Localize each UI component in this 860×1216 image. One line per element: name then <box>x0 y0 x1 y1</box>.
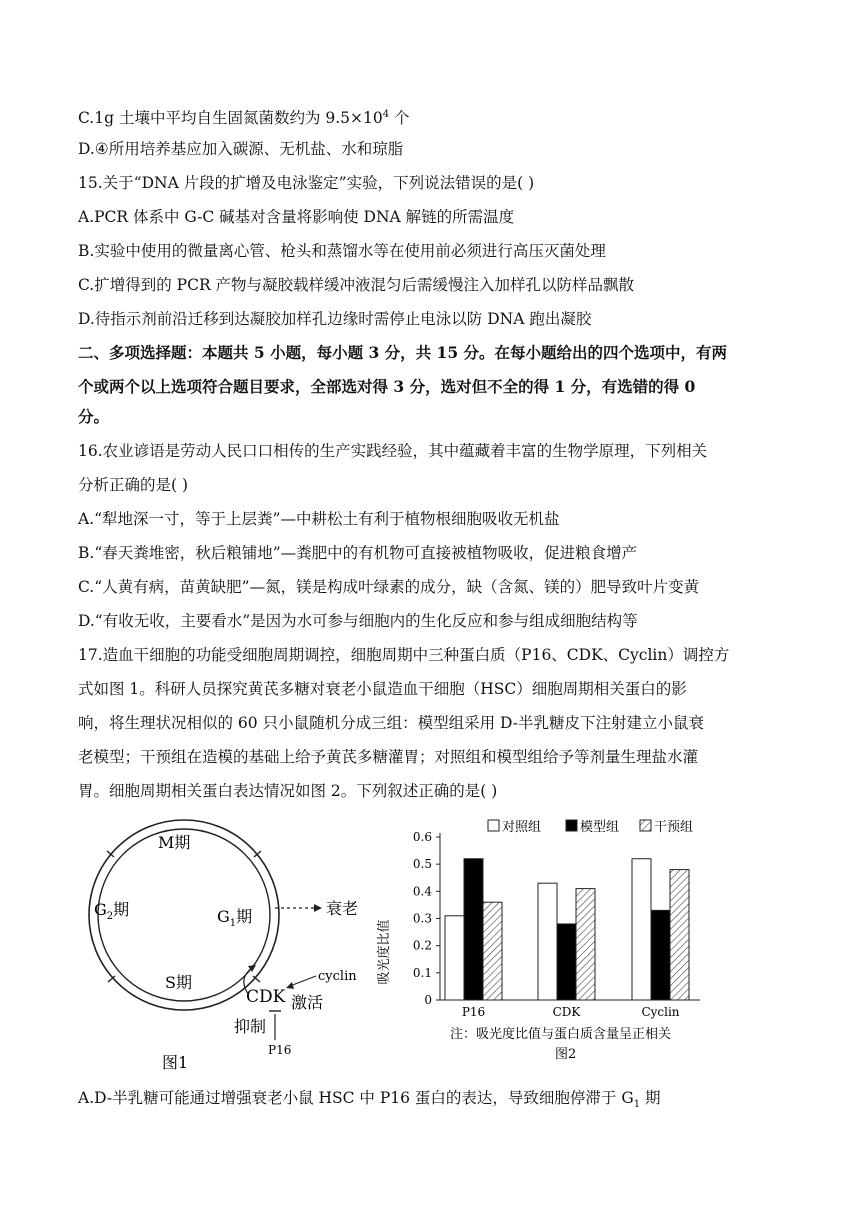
x-category-label: CDK <box>552 1005 581 1019</box>
bar-cdk-1 <box>557 924 576 1000</box>
y-tick-label: 0.6 <box>412 830 432 844</box>
bar-p16-0 <box>445 916 464 1000</box>
y-tick-label: 0.5 <box>412 857 432 872</box>
text-line: 老模型；干预组在造模的基础上给予黄芪多糖灌胃；对照组和模型组给予等剂量生理盐水灌 <box>78 748 699 766</box>
text-line: 个或两个以上选项符合题目要求，全部选对得 3 分，选对但不全的得 1 分，有选错的得 0 <box>78 377 696 396</box>
figure-1-caption: 图1 <box>162 1053 189 1072</box>
arrow-head <box>286 982 294 989</box>
y-tick-label: 0.4 <box>412 884 432 899</box>
cyclin-label: cyclin <box>318 969 357 984</box>
activate-label: 激活 <box>291 993 324 1012</box>
text-line: 胃。细胞周期相关蛋白表达情况如图 2。下列叙述正确的是( ) <box>78 782 498 800</box>
y-tick-label: 0.1 <box>412 965 432 980</box>
text-line: 式如图 1。科研人员探究黄芪多糖对衰老小鼠造血干细胞（HSC）细胞周期相关蛋白的影 <box>78 680 687 698</box>
y-tick-label: 0.2 <box>412 938 432 953</box>
legend-label: 对照组 <box>502 820 542 835</box>
text-line: 分析正确的是( ) <box>78 476 189 494</box>
g1-phase-label: $G_1$期 <box>217 907 253 929</box>
text-line: D.“有收无收，主要看水”是因为水可参与细胞内的生化反应和参与组成细胞结构等 <box>78 612 638 630</box>
text-line: A.PCR 体系中 G-C 碱基对含量将影响使 DNA 解链的所需温度 <box>78 208 515 226</box>
legend-label: 干预组 <box>654 820 694 835</box>
text-line: 17.造血干细胞的功能受细胞周期调控，细胞周期中三种蛋白质（P16、CDK、Cyclin）调控方 <box>78 646 730 664</box>
cyclin-arrow <box>290 976 316 986</box>
x-category-label: Cyclin <box>641 1005 680 1019</box>
bar-cdk-0 <box>538 883 557 1000</box>
chart-legend <box>488 819 693 835</box>
bar-p16-1 <box>464 859 483 1000</box>
text-line: C.扩增得到的 PCR 产物与凝胶载样缓冲液混匀后需缓慢注入加样孔以防样品飘散 <box>78 276 635 294</box>
figure-1-cell-cycle <box>70 818 370 1078</box>
legend-swatch <box>640 820 651 831</box>
y-tick-label: 0 <box>424 993 432 1007</box>
text-line: C.“人黄有病，苗黄缺肥”—氮，镁是构成叶绿素的成分，缺（含氮、镁的）肥导致叶片变黄 <box>78 578 700 596</box>
figure-2-bar-chart <box>370 812 710 1072</box>
g2-phase-label: $G_2$期 <box>94 900 130 922</box>
inhibit-label: 抑制 <box>234 1017 267 1036</box>
p16-label: P16 <box>268 1043 292 1057</box>
aging-label: 衰老 <box>326 899 359 918</box>
text-line: 16.农业谚语是劳动人民口口相传的生产实践经验，其中蕴藏着丰富的生物学原理，下列相关 <box>78 442 708 460</box>
s-phase-label: S期 <box>165 973 192 992</box>
text-line: D.待指示剂前沿迁移到达凝胶加样孔边缘时需停止电泳以防 DNA 跑出凝胶 <box>78 310 592 328</box>
text-line: D.④所用培养基应加入碳源、无机盐、水和琼脂 <box>78 140 404 158</box>
bar-cyclin-2 <box>670 870 689 1000</box>
x-category-label: P16 <box>461 1005 486 1019</box>
y-axis-label: 吸光度比值 <box>377 919 392 985</box>
y-tick-label: 0.3 <box>412 911 432 926</box>
chart-note: 注：吸光度比值与蛋白质含量呈正相关 <box>450 1027 672 1042</box>
text-line: 分。 <box>78 407 110 426</box>
bar-cyclin-1 <box>651 910 670 1000</box>
x-axis-labels <box>462 1005 680 1019</box>
text-line: B.“春天粪堆密，秋后粮铺地”—粪肥中的有机物可直接被植物吸收，促进粮食增产 <box>78 544 638 562</box>
figure-2-caption: 图2 <box>555 1047 577 1062</box>
text-line: 二、多项选择题：本题共 5 小题，每小题 3 分，共 15 分。在每小题给出的四个选项中，有两 <box>78 343 728 362</box>
bar-cyclin-0 <box>632 859 651 1000</box>
m-phase-label: M期 <box>158 833 191 852</box>
text-line: 15.关于“DNA 片段的扩增及电泳鉴定”实验，下列说法错误的是( ) <box>78 174 535 192</box>
bar-cdk-2 <box>576 889 595 1000</box>
text-line: C.1g 土壤中平均自生固氮菌数约为 $9.5\times 10^4$ 个 <box>78 109 410 128</box>
bars <box>445 859 689 1000</box>
text-line: 响，将生理状况相似的 60 只小鼠随机分成三组：模型组采用 D-半乳糖皮下注射建立小鼠衰 <box>78 714 704 732</box>
legend-swatch <box>488 820 499 831</box>
bar-p16-2 <box>483 902 502 1000</box>
text-line: A.“犁地深一寸，等于上层粪”—中耕松土有利于植物根细胞吸收无机盐 <box>78 510 560 528</box>
text-line: B.实验中使用的微量离心管、枪头和蒸馏水等在使用前必须进行高压灭菌处理 <box>78 242 606 260</box>
text-line: A.D-半乳糖可能通过增强衰老小鼠 HSC 中 P16 蛋白的表达，导致细胞停滞于 $G_1$ 期 <box>78 1089 661 1111</box>
cdk-label: CDK <box>246 987 286 1007</box>
legend-swatch <box>566 820 577 831</box>
arrow-head <box>314 904 322 912</box>
legend-label: 模型组 <box>580 820 620 835</box>
